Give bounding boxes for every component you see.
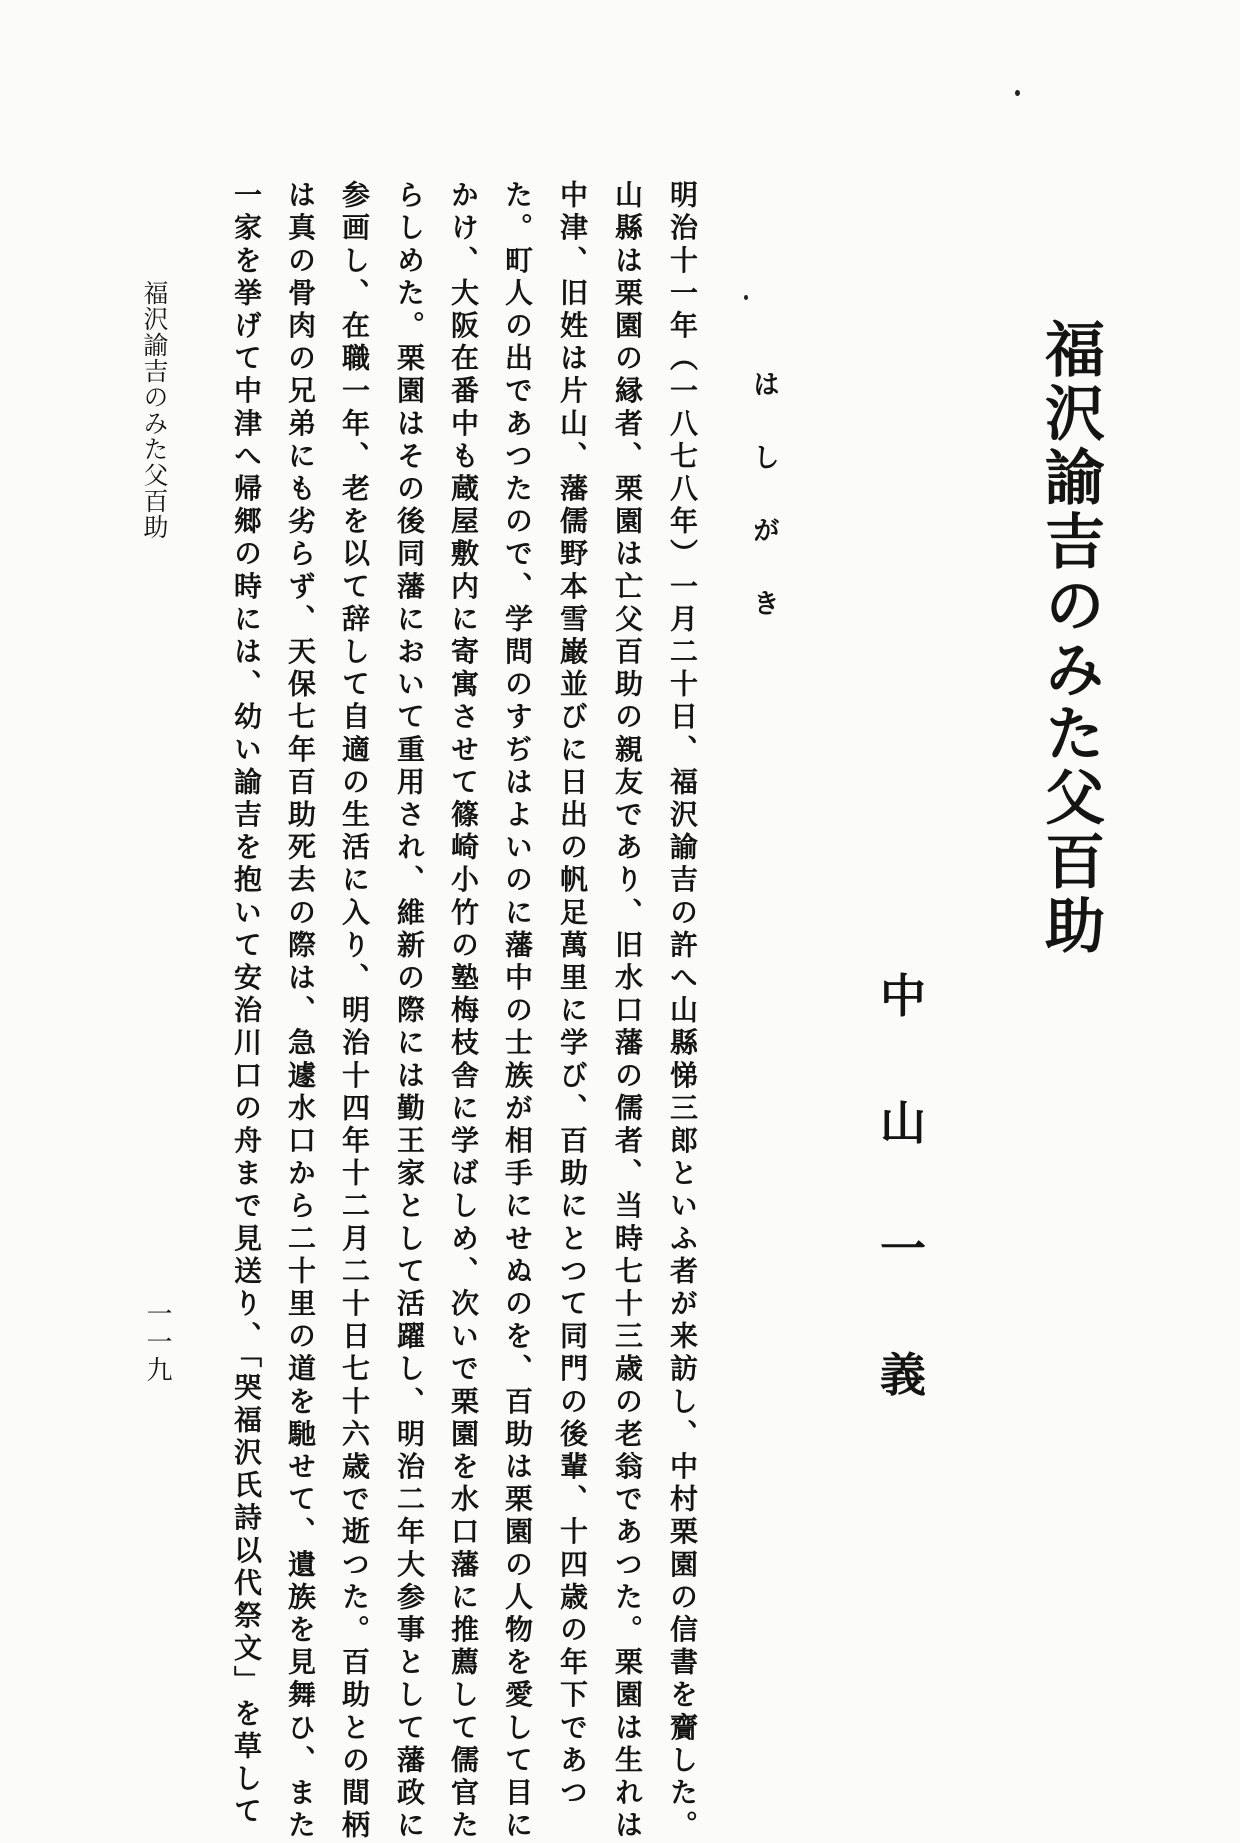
body-line-5: かけ、大阪在番中も蔵屋敷内に寄寓させて篠崎小竹の塾梅枝舎に学ばしめ、次いで栗園を水口藩に推薦して儒官た [447, 180, 480, 1843]
body-line-7: 参画し、在職一年、老を以て辞して自適の生活に入り、明治十四年十二月二十日七十六歳で逝つた。百助との間柄 [338, 180, 371, 1843]
section-heading: はしがき [748, 370, 779, 662]
body-line-9: 一家を挙げて中津へ帰郷の時には、幼い諭吉を抱いて安治川口の舟まで見送り、「哭福沢氏詩以代祭文」を草して [230, 180, 263, 1829]
page-number: 一一九 [142, 1300, 172, 1384]
chapter-title: 福沢諭吉のみた父百助 [1035, 318, 1105, 958]
body-line-2: 山縣は栗園の縁者、栗園は亡父百助の親友であり、旧水口藩の儒者、当時七十三歳の老翁であつた。栗園は生れは [611, 180, 644, 1843]
body-line-1: 明治十一年（一八七八年）一月二十日、福沢諭吉の許へ山縣悌三郎といふ者が来訪し、中村栗園の信書を齎した。 [666, 180, 699, 1843]
author-name-char: 中 [880, 969, 926, 1023]
ink-speck [744, 295, 748, 300]
author-name-char: 山 [880, 1096, 926, 1150]
body-line-4: た。町人の出であつたので、学問のすぢはよいのに藩中の士族が相手にせぬのを、百助は栗園の人物を愛して目に [501, 180, 534, 1843]
body-line-8: は真の骨肉の兄弟にも劣らず、天保七年百助死去の際は、急遽水口から二十里の道を馳せて、遺族を見舞ひ、また [284, 180, 317, 1843]
running-title: 福沢諭吉のみた父百助 [140, 280, 169, 540]
author-name-char: 義 [880, 1348, 926, 1402]
body-line-3: 中津、旧姓は片山、藩儒野本雪巌並びに日出の帆足萬里に学び、百助にとつて同門の後輩、十四歳の年下であつ [556, 180, 589, 1810]
author-name-char: 一 [880, 1222, 926, 1276]
ink-speck [1015, 90, 1020, 96]
body-line-6: らしめた。栗園はその後同藩において重用され、維新の際には勤王家として活躍し、明治二年大参事として藩政に [393, 180, 426, 1843]
